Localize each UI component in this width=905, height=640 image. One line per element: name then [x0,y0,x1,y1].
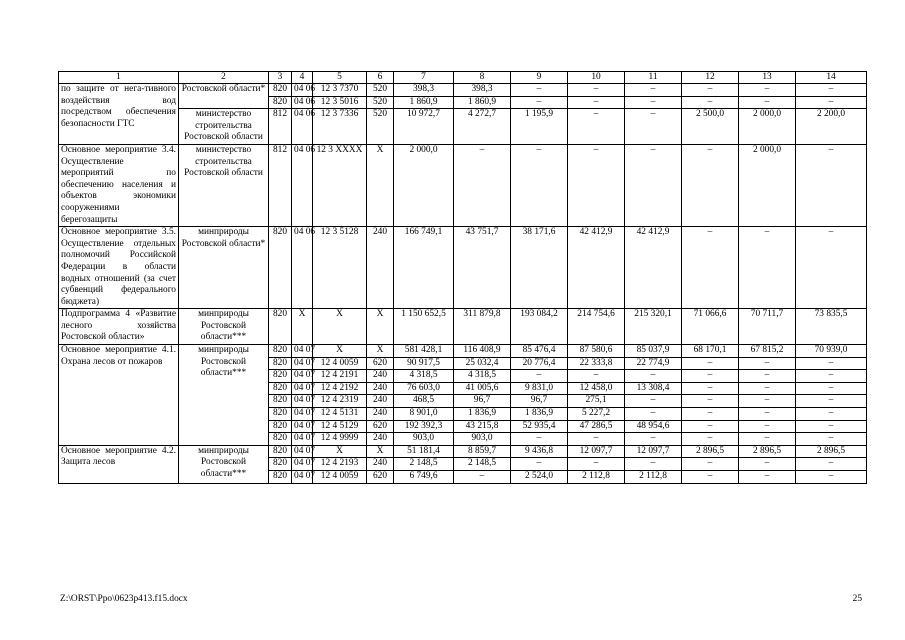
header-cell: 5 [313,72,367,84]
table-cell: 820 [269,395,292,408]
table-cell: – [739,357,796,370]
table-cell: – [682,408,739,421]
table-cell: 12 4 0059 [313,471,367,484]
table-cell: минприроды Ростовской области*** [179,345,269,446]
table-cell: 820 [269,84,292,97]
header-cell: 6 [367,72,394,84]
table-cell: 12 458,0 [568,382,625,395]
table-cell: 2 500,0 [682,109,739,145]
table-cell: – [625,144,682,226]
table-cell: минприроды Ростовской области* [179,227,269,309]
table-cell: 12 4 2192 [313,382,367,395]
header-cell: 11 [625,72,682,84]
table-cell: 581 428,1 [394,345,454,358]
table-cell: Х [313,309,367,345]
table-cell: Х [367,445,394,458]
table-cell: – [796,382,867,395]
table-cell: 41 005,6 [454,382,511,395]
table-cell: Основное мероприятие 3.4. Осуществление мероприятий по обеспечению населения и объектов экономики сооружениями берегозащиты [59,144,179,226]
table-cell: 820 [269,445,292,458]
table-cell: – [682,357,739,370]
table-cell: 04 07 [292,370,313,383]
table-cell: 820 [269,96,292,109]
table-cell: 04 06 [292,96,313,109]
table-cell: 04 07 [292,433,313,446]
table-cell: Х [313,345,367,358]
table-cell: 67 815,2 [739,345,796,358]
table-cell: – [454,144,511,226]
table-cell: 12 4 5131 [313,408,367,421]
table-cell: – [796,357,867,370]
table-cell: 1 860,9 [454,96,511,109]
table-cell: – [796,420,867,433]
file-path: Z:\ORST\Ppo\0623p413.f15.docx [60,594,188,604]
table-cell: 48 954,6 [625,420,682,433]
table-cell: Х [367,309,394,345]
table-cell: 70 711,7 [739,309,796,345]
table-cell: – [796,458,867,471]
table-cell: – [511,370,568,383]
table-cell: 820 [269,345,292,358]
table-cell: 12 4 2191 [313,370,367,383]
table-cell: – [682,144,739,226]
table-cell: 12 3 7336 [313,109,367,145]
table-cell: – [796,96,867,109]
table-cell: – [682,96,739,109]
table-cell: 520 [367,84,394,97]
table-cell: Х [367,144,394,226]
table-cell: 90 917,5 [394,357,454,370]
table-cell: – [625,370,682,383]
table-cell: министерство строительства Ростовской области [179,109,269,145]
table-cell: 12 4 5129 [313,420,367,433]
table-cell: 5 227,2 [568,408,625,421]
table-cell: 166 749,1 [394,227,454,309]
table-cell: 04 07 [292,408,313,421]
table-cell: 620 [367,471,394,484]
table-cell: 42 412,9 [625,227,682,309]
table-cell: 311 879,8 [454,309,511,345]
table-cell: 2 896,5 [682,445,739,458]
table-cell: 2 200,0 [796,109,867,145]
table-cell: 1 150 652,5 [394,309,454,345]
table-cell: 2 896,5 [796,445,867,458]
table-cell: – [739,370,796,383]
page-number: 25 [852,594,862,604]
table-cell: 04 07 [292,445,313,458]
header-cell: 2 [179,72,269,84]
table-cell: 903,0 [454,433,511,446]
table-cell: 275,1 [568,395,625,408]
table-cell: 116 408,9 [454,345,511,358]
table-cell: – [568,458,625,471]
table-row [59,84,867,97]
table-cell: 12 3 ХХХХ [313,144,367,226]
table-cell: 12 4 2193 [313,458,367,471]
table-cell: – [739,433,796,446]
table-cell: – [796,227,867,309]
header-cell: 3 [269,72,292,84]
table-cell: – [796,84,867,97]
table-cell: по защите от нега-тивного воздействия вод посредством обеспечения безопасности ГТС [59,84,179,145]
table-cell: 04 06 [292,84,313,97]
table-cell: – [739,408,796,421]
table-cell: Х [292,309,313,345]
table-cell: – [682,370,739,383]
table-cell: – [625,96,682,109]
table-cell: 12 4 9999 [313,433,367,446]
table-cell: 12 097,7 [568,445,625,458]
table-cell: 8 901,0 [394,408,454,421]
table-cell: – [568,109,625,145]
table-cell: – [625,458,682,471]
table-cell: – [568,370,625,383]
table-cell: 620 [367,357,394,370]
table-cell: 25 032,4 [454,357,511,370]
table-cell: 76 603,0 [394,382,454,395]
table-cell: – [568,96,625,109]
table-cell: – [511,84,568,97]
table-row [59,309,867,345]
table-cell: 820 [269,408,292,421]
table-row [59,144,867,226]
table-cell: 96,7 [454,395,511,408]
table-cell: 71 066,6 [682,309,739,345]
table-cell: 820 [269,458,292,471]
table-cell: – [739,84,796,97]
table-cell: 812 [269,109,292,145]
table-cell: 96,7 [511,395,568,408]
table-cell: Основное мероприятие 4.2. Защита лесов [59,445,179,483]
header-cell: 13 [739,72,796,84]
table-cell: 12 4 2319 [313,395,367,408]
table-cell: 12 3 7370 [313,84,367,97]
table-cell: 468,5 [394,395,454,408]
table-row [59,445,867,458]
table-cell: – [739,227,796,309]
table-cell: 10 972,7 [394,109,454,145]
table-cell: 520 [367,109,394,145]
table-cell: – [796,395,867,408]
table-cell: – [625,433,682,446]
table-cell: 6 749,6 [394,471,454,484]
table-cell: 214 754,6 [568,309,625,345]
table-cell: Подпрограмма 4 «Развитие лесного хозяйства Ростовской области» [59,309,179,345]
table-cell: 42 412,9 [568,227,625,309]
table-cell: – [625,109,682,145]
document-page [58,71,866,484]
table-cell: – [739,96,796,109]
table-cell: – [739,471,796,484]
table-cell: – [796,370,867,383]
table-cell: – [625,408,682,421]
table-cell: 240 [367,227,394,309]
table-cell: – [796,433,867,446]
table-cell: 2 896,5 [739,445,796,458]
table-cell: 85 037,9 [625,345,682,358]
table-cell: 2 112,8 [625,471,682,484]
table-cell: – [568,433,625,446]
table-cell: 04 06 [292,144,313,226]
table-cell: 398,3 [394,84,454,97]
header-cell: 12 [682,72,739,84]
table-cell: минприроды Ростовской области*** [179,445,269,483]
table-cell: 240 [367,370,394,383]
table-cell: Х [313,445,367,458]
table-cell: – [568,144,625,226]
table-cell: 04 07 [292,395,313,408]
table-header [59,72,867,84]
header-cell: 9 [511,72,568,84]
table-cell: 903,0 [394,433,454,446]
table-cell: 12 4 0059 [313,357,367,370]
table-cell: – [454,471,511,484]
table-cell: 9 436,8 [511,445,568,458]
table-cell: – [739,420,796,433]
table-cell: – [625,395,682,408]
table-cell: 4 318,5 [394,370,454,383]
table-cell: 2 000,0 [739,144,796,226]
table-row [59,227,867,309]
table-cell: 2 000,0 [394,144,454,226]
table-cell: 620 [367,420,394,433]
table-cell: 215 320,1 [625,309,682,345]
table-cell: 2 524,0 [511,471,568,484]
table-cell: 240 [367,458,394,471]
table-cell: – [796,408,867,421]
table-cell: – [511,96,568,109]
table-cell: 73 835,5 [796,309,867,345]
table-cell: 520 [367,96,394,109]
table-cell: – [682,395,739,408]
table-cell: – [568,84,625,97]
table-cell: 04 07 [292,420,313,433]
table-cell: 4 318,5 [454,370,511,383]
table-cell: 820 [269,357,292,370]
table-cell: – [682,420,739,433]
table-cell: 20 776,4 [511,357,568,370]
table-cell: 192 392,3 [394,420,454,433]
table-cell: Х [367,345,394,358]
table-cell: 70 939,0 [796,345,867,358]
table-cell: минприроды Ростовской области*** [179,309,269,345]
header-cell: 8 [454,72,511,84]
table-cell: 2 148,5 [454,458,511,471]
table-cell: 51 181,4 [394,445,454,458]
table-cell: 12 3 5016 [313,96,367,109]
header-cell: 7 [394,72,454,84]
table-cell: 820 [269,370,292,383]
table-cell: – [511,458,568,471]
table-cell: 1 836,9 [454,408,511,421]
table-row [59,109,867,145]
table-body [59,84,867,484]
table-cell: Ростовской области* [179,84,269,109]
table-cell: 240 [367,395,394,408]
table-cell: 12 3 5128 [313,227,367,309]
table-cell: 820 [269,433,292,446]
table-cell: – [682,433,739,446]
table-cell: 04 07 [292,471,313,484]
table-cell: 85 476,4 [511,345,568,358]
header-cell: 4 [292,72,313,84]
table-cell: 240 [367,433,394,446]
table-cell: – [682,382,739,395]
table-cell: 240 [367,408,394,421]
table-cell: 04 06 [292,109,313,145]
table-cell: – [796,144,867,226]
header-cell: 1 [59,72,179,84]
table-cell: – [739,395,796,408]
table-cell: 04 07 [292,345,313,358]
table-cell: – [625,84,682,97]
table-cell: 2 112,8 [568,471,625,484]
table-cell: министерство строительства Ростовской области [179,144,269,226]
table-cell: – [682,227,739,309]
table-cell: 13 308,4 [625,382,682,395]
header-row [59,72,867,84]
table-cell: 1 860,9 [394,96,454,109]
table-cell: Основное мероприятие 3.5. Осуществление отдельных полномочий Российской Федерации в области водных отношений (за счет субвенций федерального бюджета) [59,227,179,309]
table-cell: 8 859,7 [454,445,511,458]
table-cell: – [739,458,796,471]
table-cell: 68 170,1 [682,345,739,358]
table-cell: 812 [269,144,292,226]
table-row [59,345,867,358]
budget-table [58,71,867,484]
table-cell: 820 [269,471,292,484]
table-cell: 52 935,4 [511,420,568,433]
table-cell: – [796,471,867,484]
table-cell: – [511,144,568,226]
table-cell: 820 [269,227,292,309]
table-cell: 9 831,0 [511,382,568,395]
table-cell: 2 000,0 [739,109,796,145]
table-cell: 2 148,5 [394,458,454,471]
table-cell: 193 084,2 [511,309,568,345]
table-cell: 43 215,8 [454,420,511,433]
table-cell: 1 195,9 [511,109,568,145]
table-cell: 22 333,8 [568,357,625,370]
table-cell: 398,3 [454,84,511,97]
table-cell: 22 774,9 [625,357,682,370]
table-cell: – [511,433,568,446]
header-cell: 10 [568,72,625,84]
table-cell: 4 272,7 [454,109,511,145]
table-cell: 47 286,5 [568,420,625,433]
table-cell: Основное мероприятие 4.1. Охрана лесов от пожаров [59,345,179,446]
table-cell: – [739,382,796,395]
table-cell: – [682,471,739,484]
table-cell: 820 [269,420,292,433]
table-cell: 04 07 [292,357,313,370]
table-cell: – [682,84,739,97]
table-cell: 43 751,7 [454,227,511,309]
table-cell: 1 836,9 [511,408,568,421]
table-cell: 38 171,6 [511,227,568,309]
table-cell: – [682,458,739,471]
table-cell: 820 [269,382,292,395]
table-cell: 87 580,6 [568,345,625,358]
table-cell: 240 [367,382,394,395]
table-cell: 04 07 [292,458,313,471]
table-cell: 12 097,7 [625,445,682,458]
table-cell: 04 06 [292,227,313,309]
table-cell: 04 07 [292,382,313,395]
header-cell: 14 [796,72,867,84]
table-cell: 820 [269,309,292,345]
